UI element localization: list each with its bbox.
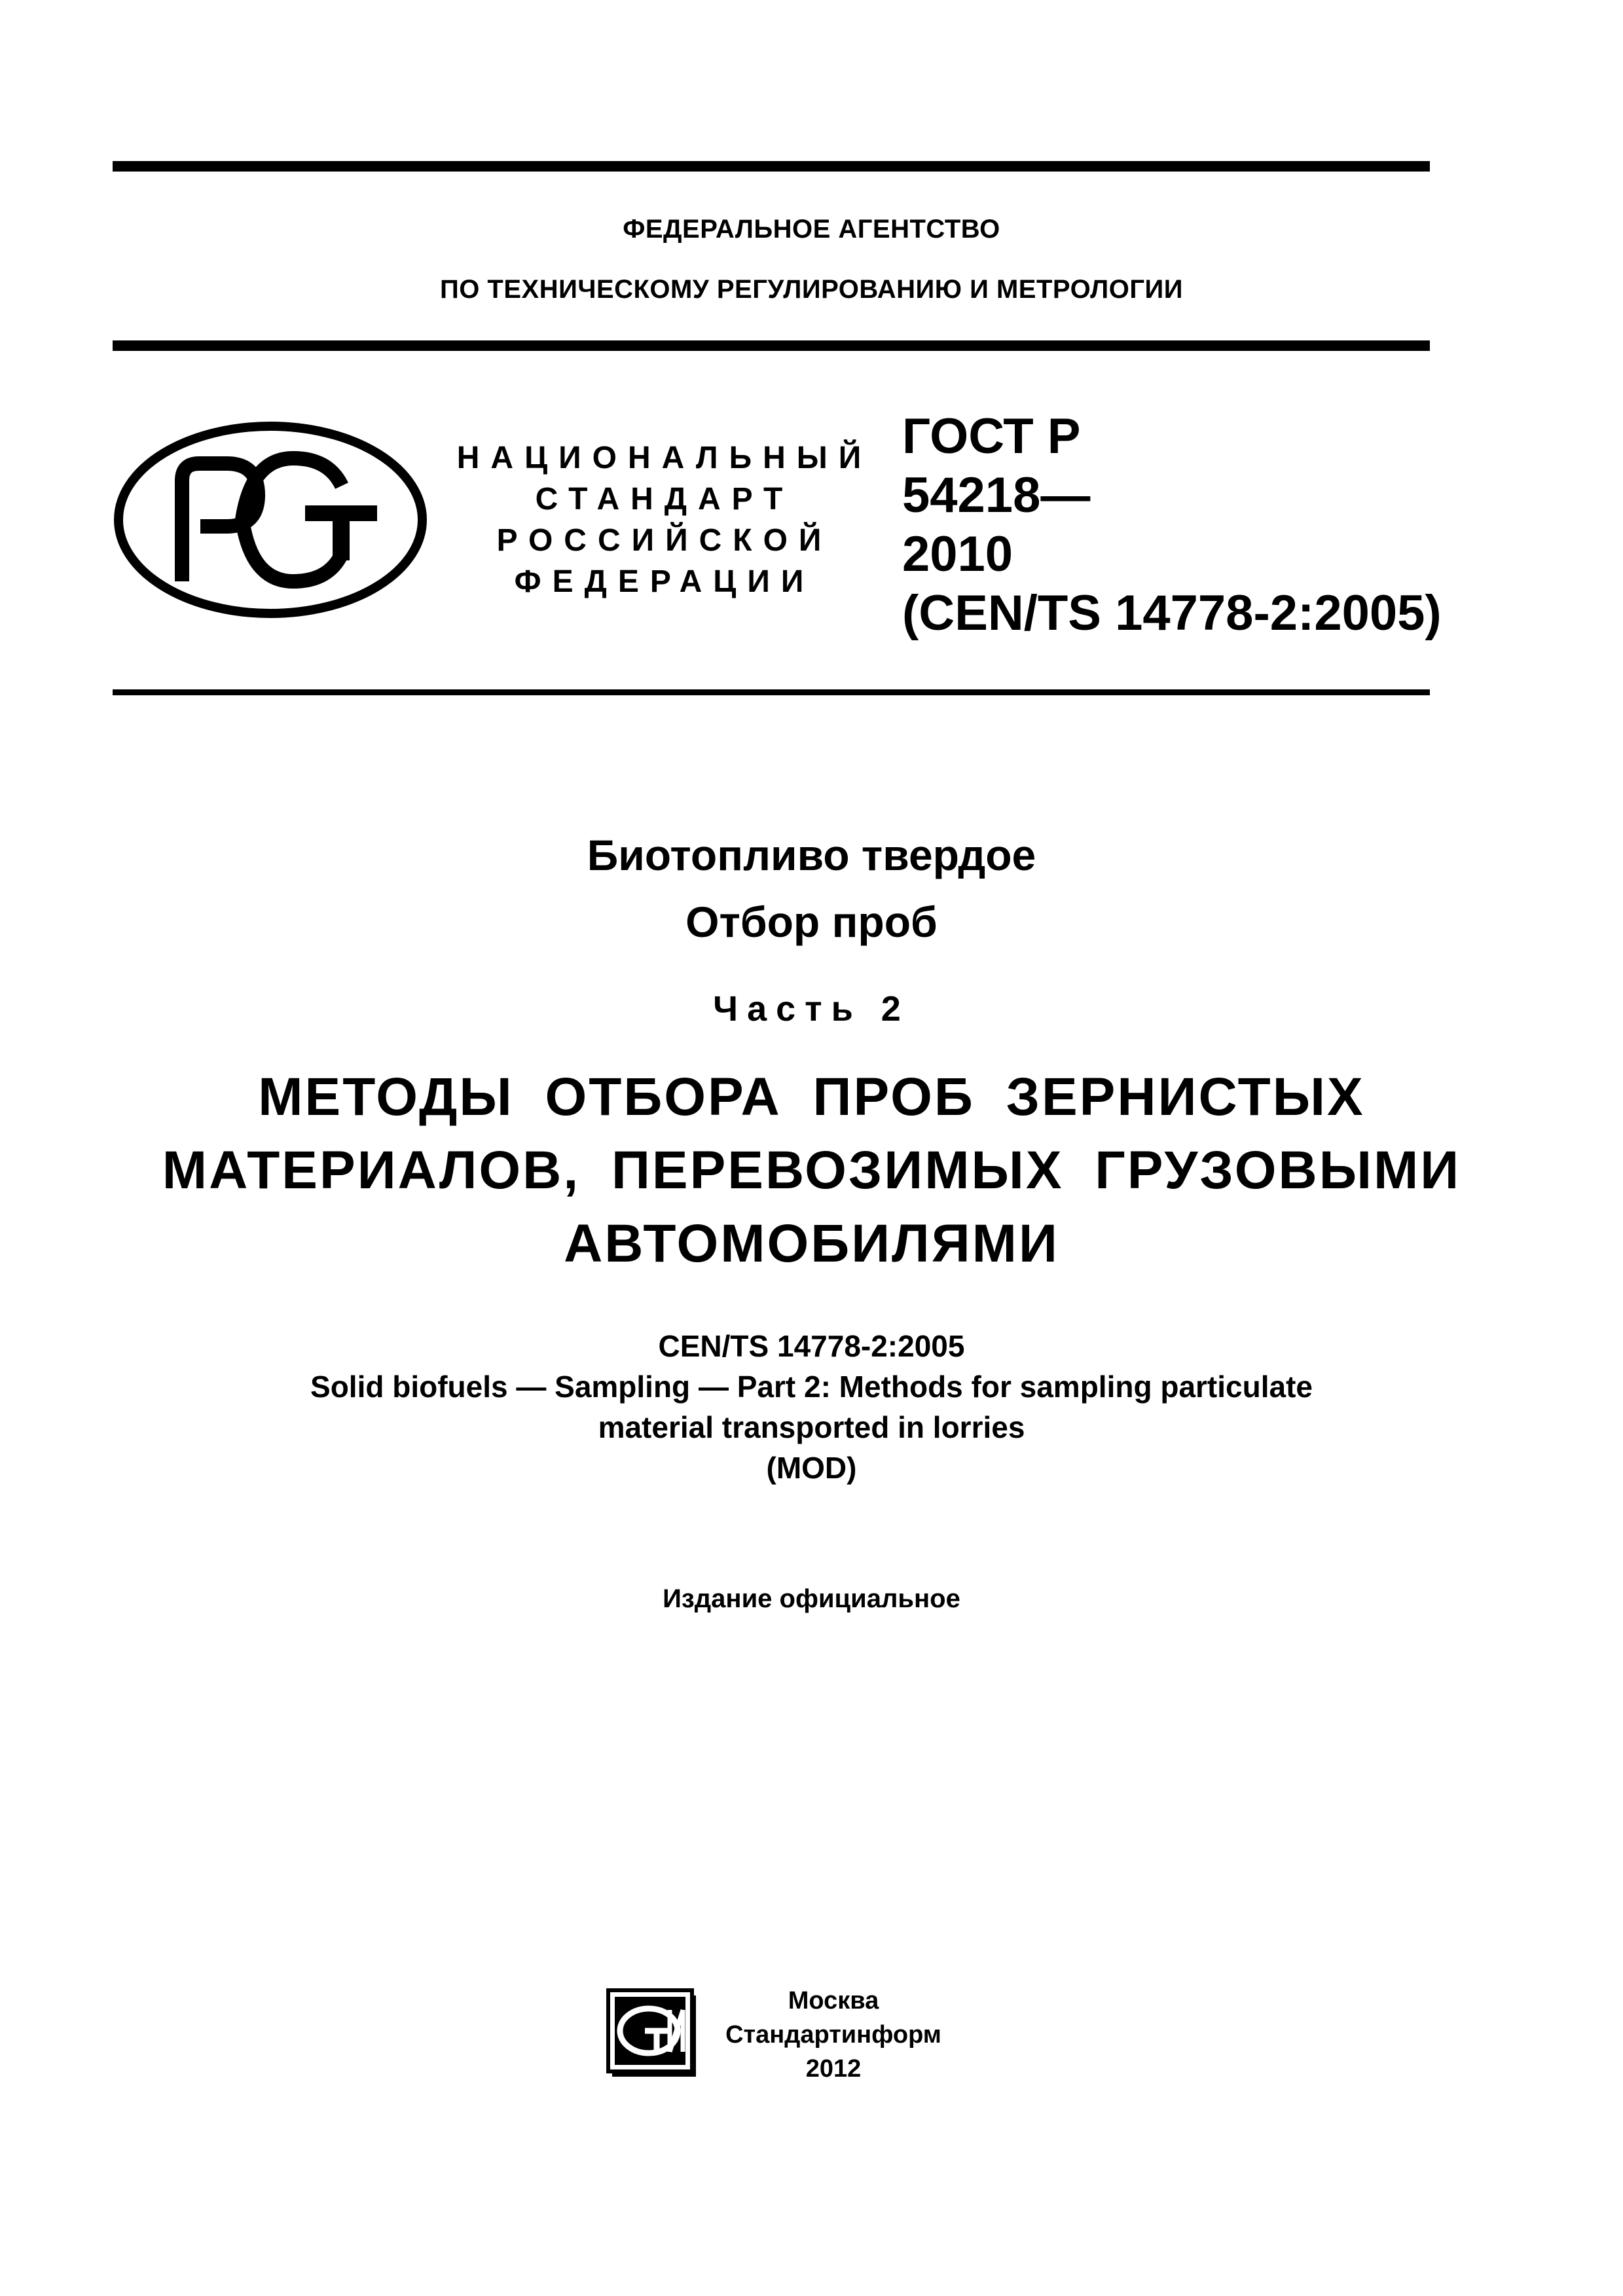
publisher-name: Стандартинформ xyxy=(725,2021,941,2049)
gost-r-mark-icon xyxy=(111,418,429,622)
designation-rule xyxy=(113,689,1430,695)
main-title-line: МАТЕРИАЛОВ, ПЕРЕВОЗИМЫХ ГРУЗОВЫМИ xyxy=(162,1140,1461,1200)
publisher-year: 2012 xyxy=(805,2055,862,2083)
english-title-line: material transported in lorries xyxy=(598,1410,1025,1444)
agency-line-1: ФЕДЕРАЛЬНОЕ АГЕНТСТВО xyxy=(623,215,1000,244)
english-title-line: Solid biofuels — Sampling — Part 2: Methods for sampling particulate xyxy=(310,1370,1313,1404)
designation-line: (CEN/TS 14778-2:2005) xyxy=(902,585,1442,641)
designation-line: 2010 xyxy=(902,526,1013,582)
main-title-line: АВТОМОБИЛЯМИ xyxy=(564,1214,1059,1273)
designation-line: ГОСТ Р xyxy=(902,409,1081,464)
publisher-city: Москва xyxy=(788,1987,879,2014)
national-standard-line: ФЕДЕРАЦИИ xyxy=(514,564,815,599)
standartinform-logo-icon xyxy=(606,1984,704,2082)
national-standard-line: РОССИЙСКОЙ xyxy=(496,523,833,558)
publisher-info xyxy=(725,1984,941,2086)
subtitle-sampling: Отбор проб xyxy=(685,898,938,946)
english-title xyxy=(0,1326,1623,1488)
standard-designation xyxy=(902,407,1442,643)
english-title-line: CEN/TS 14778-2:2005 xyxy=(658,1329,965,1363)
subtitle-fuel: Биотопливо твердое xyxy=(587,831,1036,879)
top-rule xyxy=(113,161,1430,172)
national-standard-label xyxy=(452,437,877,602)
agency-line-2: ПО ТЕХНИЧЕСКОМУ РЕГУЛИРОВАНИЮ И МЕТРОЛОГИИ xyxy=(439,275,1184,304)
header-rule xyxy=(113,340,1430,351)
main-title-line: МЕТОДЫ ОТБОРА ПРОБ ЗЕРНИСТЫХ xyxy=(258,1067,1365,1127)
main-title xyxy=(0,1061,1623,1281)
edition-label: Издание официальное xyxy=(663,1584,960,1613)
national-standard-line: СТАНДАРТ xyxy=(535,482,794,517)
part-label: Часть 2 xyxy=(713,989,910,1029)
designation-line: 54218— xyxy=(902,467,1091,523)
national-standard-line: НАЦИОНАЛЬНЫЙ xyxy=(456,441,873,475)
english-title-line: (MOD) xyxy=(766,1451,857,1485)
